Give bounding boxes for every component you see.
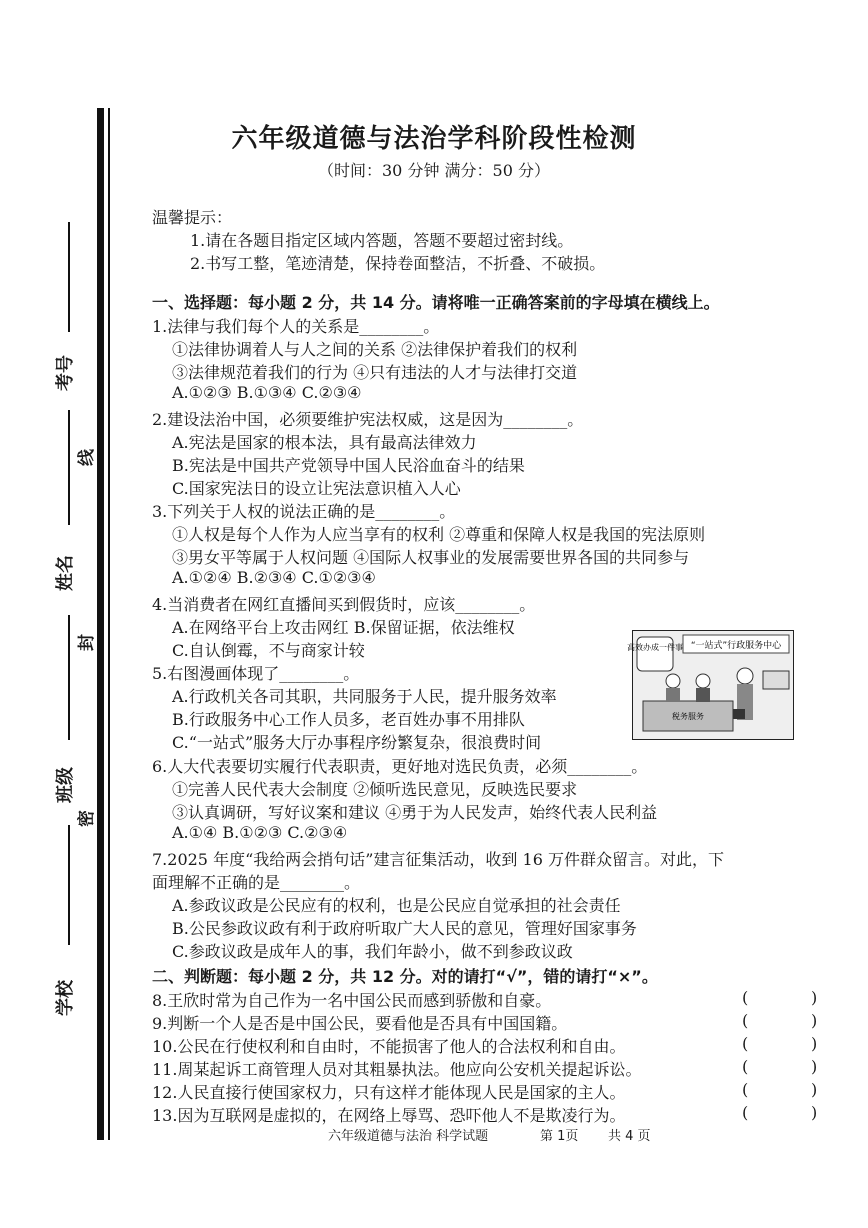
judgement-line: 8.王欣时常为自己作为一名中国公民而感到骄傲和自豪。 (152, 991, 552, 1010)
class-label: 班级 (55, 767, 76, 803)
question-line: 6.人大代表要切实履行代表职责，更好地对选民负责，必须________。 (152, 757, 648, 776)
answer-paren-right: ) (811, 1034, 818, 1053)
option-line: C.自认倒霉，不与商家计较 (172, 641, 365, 660)
name-label: 姓名 (55, 555, 76, 591)
judgement-line: 10.公民在行使权利和自由时，不能损害了他人的合法权利和自由。 (152, 1037, 626, 1056)
option-line: ①完善人民代表大会制度 ②倾听选民意见，反映选民要求 (172, 780, 578, 799)
option-line: C.参政议政是成年人的事，我们年龄小，做不到参政议政 (172, 942, 573, 961)
answer-paren-right: ) (811, 1103, 818, 1122)
option-line: ③男女平等属于人权问题 ④国际人权事业的发展需要世界各国的共同参与 (172, 548, 690, 567)
option-line: B.行政服务中心工作人员多，老百姓办事不用排队 (172, 710, 525, 729)
option-line: A.参政议政是公民应有的权利，也是公民应自觉承担的社会责任 (172, 896, 621, 915)
option-line: ①人权是每个人作为人应当享有的权利 ②尊重和保障人权是我国的宪法原则 (172, 525, 706, 544)
binding-thick-line (97, 108, 104, 1140)
option-line: ③法律规范着我们的行为 ④只有违法的人才与法律打交道 (172, 363, 578, 382)
footer-total: 共 4 页 (608, 1129, 651, 1144)
judgement-line: 12.人民直接行使国家权力，只有这样才能体现人民是国家的主人。 (152, 1083, 626, 1102)
seal-line-char: 线 (77, 449, 97, 466)
option-line: C.国家宪法日的设立让宪法意识植入人心 (172, 479, 461, 498)
answer-paren-left[interactable]: ( (742, 1103, 749, 1122)
question-line: 7.2025 年度“我给两会捎句话”建言征集活动，收到 16 万件群众留言。对此，下 (152, 850, 724, 869)
seal-mi-char: 密 (77, 810, 97, 827)
option-line: ③认真调研，写好议案和建议 ④勇于为人民发声，始终代表人民利益 (172, 803, 658, 822)
exam-title: 六年级道德与法治学科阶段性检测 (231, 124, 637, 154)
answer-paren-left[interactable]: ( (742, 988, 749, 1007)
footer-subject: 六年级道德与法治 科学试题 (328, 1129, 489, 1144)
seal-feng-char: 封 (77, 634, 97, 651)
answer-paren-left[interactable]: ( (742, 1057, 749, 1076)
answer-paren-left[interactable]: ( (742, 1011, 749, 1030)
footer-page: 第 1页 (540, 1129, 579, 1144)
tip-item: 2.书写工整，笔迹清楚，保持卷面整洁，不折叠、不破损。 (190, 254, 606, 273)
question-line: 4.当消费者在网红直播间买到假货时，应该________。 (152, 595, 536, 614)
question-line: 2.建设法治中国，必须要维护宪法权威，这是因为________。 (152, 410, 584, 429)
section1-heading: 一、选择题：每小题 2 分，共 14 分。请将唯一正确答案前的字母填在横线上。 (152, 293, 720, 312)
answer-paren-right: ) (811, 1057, 818, 1076)
cartoon-drawing (627, 631, 793, 739)
question-line: 面理解不正确的是________。 (152, 873, 361, 892)
judgement-line: 9.判断一个人是否是中国公民，要看他是否具有中国国籍。 (152, 1014, 568, 1033)
name-blank[interactable] (68, 410, 70, 525)
answer-paren-right: ) (811, 988, 818, 1007)
judgement-line: 13.因为互联网是虚拟的，在网络上辱骂、恐吓他人不是欺凌行为。 (152, 1106, 626, 1125)
section2-heading: 二、判断题：每小题 2 分，共 12 分。对的请打“√”，错的请打“×”。 (152, 967, 658, 986)
exam-no-blank[interactable] (68, 222, 70, 332)
option-line: ①法律协调着人与人之间的关系 ②法律保护着我们的权利 (172, 340, 578, 359)
option-line: C.“一站式”服务大厅办事程序纷繁复杂，很浪费时间 (172, 733, 542, 752)
cartoon-banner: “一站式”行政服务中心 (690, 641, 782, 651)
judgement-line: 11.周某起诉工商管理人员对其粗暴执法。他应向公安机关提起诉讼。 (152, 1060, 642, 1079)
cartoon-desk: 税务服务 (672, 712, 704, 721)
tip-item: 1.请在各题目指定区域内答题，答题不要超过密封线。 (190, 231, 574, 250)
cartoon-bubble: 高效办成一件事 (627, 643, 683, 652)
question-line: 1.法律与我们每个人的关系是________。 (152, 317, 440, 336)
answer-paren-left[interactable]: ( (742, 1080, 749, 1099)
question-line: 3.下列关于人权的说法正确的是________。 (152, 502, 456, 521)
choice-line: A.①④ B.①②③ C.②③④ (172, 823, 348, 842)
option-line: B.宪法是中国共产党领导中国人民浴血奋斗的结果 (172, 456, 525, 475)
cartoon-image (627, 630, 794, 740)
answer-paren-right: ) (811, 1080, 818, 1099)
school-blank[interactable] (68, 825, 70, 945)
answer-paren-left[interactable]: ( (742, 1034, 749, 1053)
exam-subtitle: （时间：30 分钟 满分：50 分） (318, 161, 550, 180)
option-line: A.宪法是国家的根本法，具有最高法律效力 (172, 433, 477, 452)
binding-thin-line (108, 108, 110, 1140)
option-line: A.在网络平台上攻击网红 B.保留证据，依法维权 (172, 618, 515, 637)
answer-paren-right: ) (811, 1011, 818, 1030)
choice-line: A.①②③ B.①③④ C.②③④ (172, 383, 362, 402)
question-line: 5.右图漫画体现了________。 (152, 664, 360, 683)
choice-line: A.①②④ B.②③④ C.①②③④ (172, 568, 376, 587)
class-blank[interactable] (68, 615, 70, 740)
tips-heading: 温馨提示： (152, 208, 233, 227)
option-line: A.行政机关各司其职，共同服务于人民，提升服务效率 (172, 687, 557, 706)
option-line: B.公民参政议政有利于政府听取广大人民的意见，管理好国家事务 (172, 919, 637, 938)
school-label: 学校 (55, 980, 76, 1016)
exam-no-label: 考号 (55, 355, 76, 391)
